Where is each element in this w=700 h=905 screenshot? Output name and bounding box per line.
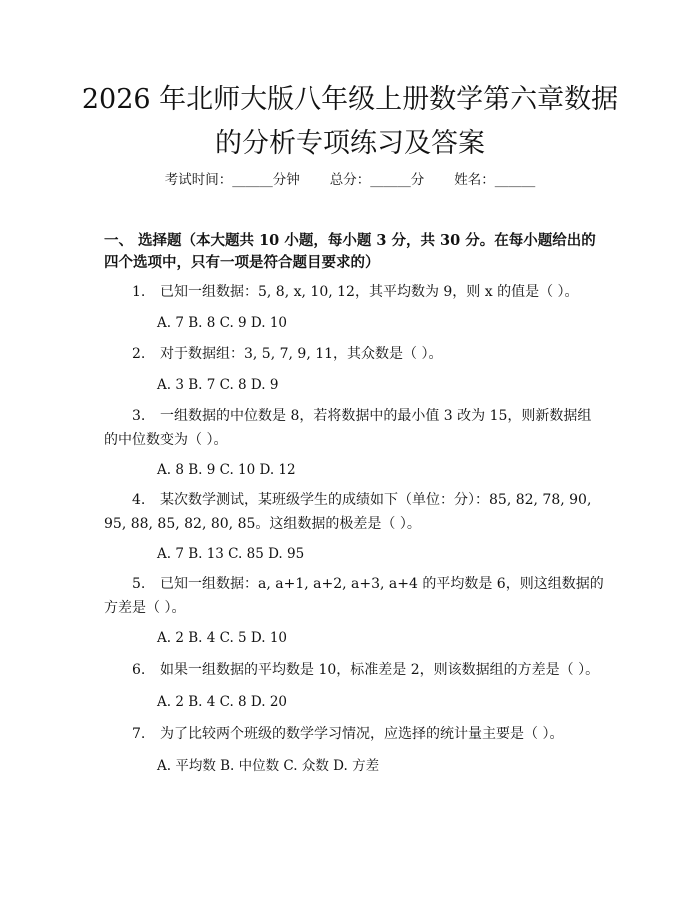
question-text: 某次数学测试，某班级学生的成绩如下（单位：分）：85, 82, 78, 90, 95, 88, 85, 82, 80, 85。这组数据的极差是（ ）。	[104, 492, 592, 532]
question-text: 已知一组数据：5, 8, x, 10, 12，其平均数为 9，则 x 的值是（ ）。	[160, 284, 579, 300]
question-number: 5.	[132, 576, 146, 592]
question-7-options: A. 平均数 B. 中位数 C. 众数 D. 方差	[157, 758, 380, 774]
question-number: 7.	[132, 726, 146, 742]
question-3-options: A. 8 B. 9 C. 10 D. 12	[157, 462, 296, 478]
question-1-options: A. 7 B. 8 C. 9 D. 10	[157, 315, 288, 331]
question-5-options: A. 2 B. 4 C. 5 D. 10	[157, 630, 288, 646]
question-4	[104, 488, 604, 536]
question-number: 1.	[132, 284, 146, 300]
question-text: 已知一组数据：a, a+1, a+2, a+3, a+4 的平均数是 6，则这组数据的方差是（ ）。	[104, 576, 604, 616]
question-number: 4.	[132, 492, 146, 508]
title-line-2: 的分析专项练习及答案	[215, 128, 485, 159]
question-number: 2.	[132, 346, 146, 362]
section-heading: 一、 选择题（本大题共 10 小题，每小题 3 分，共 30 分。在每小题给出的四个选项中，只有一项是符合题目要求的）	[104, 232, 596, 271]
question-text: 如果一组数据的平均数是 10，标准差是 2，则该数据组的方差是（ ）。	[160, 662, 600, 678]
question-2-options: A. 3 B. 7 C. 8 D. 9	[157, 377, 279, 393]
question-6-options: A. 2 B. 4 C. 8 D. 20	[157, 694, 288, 710]
exam-meta-line: 考试时间：______分钟 总分：______分 姓名：______	[164, 172, 536, 188]
title-line-1: 2026 年北师大版八年级上册数学第六章数据	[81, 84, 619, 115]
question-1	[104, 280, 604, 304]
question-7	[104, 722, 604, 746]
document-title	[0, 78, 700, 166]
question-number: 3.	[132, 408, 146, 424]
question-6	[104, 658, 604, 682]
question-3	[104, 404, 604, 452]
question-text: 一组数据的中位数是 8，若将数据中的最小值 3 改为 15，则新数据组的中位数变为（ ）。	[104, 408, 592, 448]
question-text: 对于数据组：3, 5, 7, 9, 11，其众数是（ ）。	[160, 346, 443, 362]
question-2	[104, 342, 604, 366]
question-number: 6.	[132, 662, 146, 678]
question-5	[104, 572, 604, 620]
question-4-options: A. 7 B. 13 C. 85 D. 95	[157, 546, 305, 562]
question-text: 为了比较两个班级的数学学习情况，应选择的统计量主要是（ ）。	[160, 726, 564, 742]
